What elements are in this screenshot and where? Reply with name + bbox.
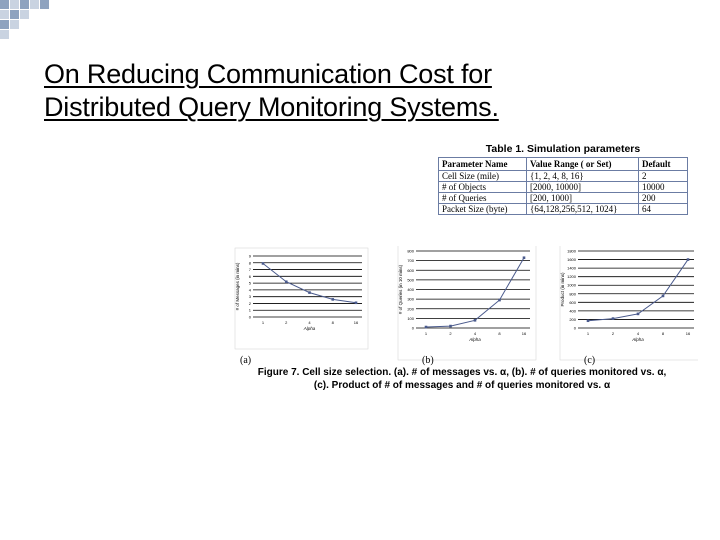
- y-tick-label: 200: [407, 306, 414, 312]
- table-cell: Packet Size (byte): [439, 204, 527, 215]
- table-header-cell: Default: [639, 158, 688, 171]
- y-tick-label: 1600: [567, 257, 576, 263]
- y-tick-label: 700: [407, 258, 414, 264]
- deco-square: [10, 0, 19, 9]
- table-cell: {64,128,256,512, 1024}: [527, 204, 639, 215]
- table-cell: [200, 1000]: [527, 193, 639, 204]
- table-cell: # of Objects: [439, 182, 527, 193]
- y-tick-label: 800: [407, 248, 414, 254]
- x-axis-label: Alpha: [632, 337, 644, 342]
- y-tick-label: 3: [248, 294, 251, 300]
- x-axis-label: Alpha: [303, 326, 316, 331]
- y-tick-label: 100: [407, 315, 414, 321]
- y-tick-label: 1000: [567, 282, 576, 288]
- table-header-cell: Value Range ( or Set): [527, 158, 639, 171]
- table-cell: 200: [639, 193, 688, 204]
- corner-decoration: [0, 0, 60, 50]
- deco-square: [0, 30, 9, 39]
- x-tick-label: 16: [685, 331, 691, 336]
- x-tick-label: 16: [353, 320, 359, 325]
- y-tick-label: 0: [248, 314, 251, 320]
- table-cell: [2000, 10000]: [527, 182, 639, 193]
- y-tick-label: 200: [569, 316, 576, 322]
- table-cell: {1, 2, 4, 8, 16}: [527, 171, 639, 182]
- deco-square: [20, 0, 29, 9]
- series-line: [588, 260, 688, 321]
- y-axis-label: # of Messages (in mins): [235, 262, 240, 311]
- series-line: [426, 258, 524, 327]
- y-tick-label: 400: [569, 308, 576, 314]
- panel-label: (a): [240, 355, 252, 366]
- y-tick-label: 600: [407, 267, 414, 273]
- data-point: [308, 291, 311, 294]
- data-point: [262, 262, 265, 265]
- deco-square: [40, 0, 49, 9]
- y-axis-label: Product (in mins): [560, 272, 565, 307]
- x-tick-label: 2: [449, 331, 452, 336]
- y-tick-label: 800: [569, 291, 576, 297]
- figure-caption-line-1: Figure 7. Cell size selection. (a). # of messages vs. α, (b). # of queries monitored vs. α,: [257, 367, 667, 378]
- x-tick-label: 16: [521, 331, 527, 336]
- x-tick-label: 4: [308, 320, 311, 325]
- deco-square: [30, 0, 39, 9]
- y-tick-label: 300: [407, 296, 414, 302]
- x-tick-label: 4: [636, 331, 640, 336]
- slide-title-line-1: On Reducing Communication Cost for: [44, 59, 492, 89]
- y-tick-label: 1800: [567, 248, 576, 254]
- table-cell: 10000: [639, 182, 688, 193]
- data-point: [498, 299, 501, 302]
- data-point: [687, 258, 690, 261]
- data-point: [355, 301, 358, 304]
- data-point: [285, 280, 288, 283]
- table-header-cell: Parameter Name: [439, 158, 527, 171]
- table-caption: Table 1. Simulation parameters: [485, 143, 641, 155]
- deco-square: [0, 0, 9, 9]
- y-tick-label: 500: [407, 277, 414, 283]
- table-header-row: [439, 158, 688, 171]
- table-cell: 2: [639, 171, 688, 182]
- chart-frame: [560, 246, 698, 360]
- x-tick-label: 8: [661, 331, 665, 336]
- y-tick-label: 400: [407, 287, 414, 292]
- x-tick-label: 2: [285, 320, 288, 325]
- simulation-parameters-table-block: [438, 143, 688, 215]
- x-tick-label: 1: [424, 331, 428, 336]
- figure-caption: [226, 366, 698, 392]
- table-row: [439, 182, 688, 193]
- data-point: [637, 313, 640, 316]
- table-cell: 64: [639, 204, 688, 215]
- data-point: [612, 317, 615, 320]
- data-point: [331, 298, 334, 301]
- charts-svg: [226, 246, 698, 366]
- x-tick-label: 1: [261, 320, 265, 325]
- y-tick-label: 9: [248, 253, 251, 259]
- y-tick-label: 1200: [567, 274, 576, 280]
- table-cell: Cell Size (mile): [439, 171, 527, 182]
- panel-label: (b): [422, 355, 434, 366]
- deco-square: [10, 10, 19, 19]
- x-tick-label: 8: [331, 320, 334, 325]
- chart-frame: [398, 246, 536, 360]
- x-tick-label: 8: [498, 331, 501, 336]
- deco-square: [0, 20, 9, 29]
- y-tick-label: 6: [248, 273, 251, 279]
- table-row: [439, 171, 688, 182]
- x-tick-label: 2: [611, 331, 615, 336]
- table-row: [439, 193, 688, 204]
- data-point: [662, 295, 665, 298]
- data-point: [449, 325, 452, 328]
- x-axis-label: Alpha: [469, 337, 481, 342]
- panel-label: (c): [584, 355, 596, 366]
- y-axis-label: # of Queries (in 10 mins): [398, 264, 403, 315]
- figure-7: [226, 246, 698, 396]
- y-tick-label: 600: [569, 299, 576, 305]
- table-cell: # of Queries: [439, 193, 527, 204]
- deco-square: [20, 10, 29, 19]
- data-point: [474, 319, 477, 322]
- data-point: [425, 326, 428, 329]
- y-tick-label: 1400: [567, 265, 576, 271]
- deco-square: [10, 20, 19, 29]
- slide-title-line-2: Distributed Query Monitoring Systems.: [44, 92, 499, 122]
- y-tick-label: 8: [248, 260, 251, 266]
- y-tick-label: 5: [248, 280, 251, 286]
- y-tick-label: 1: [248, 307, 251, 313]
- y-tick-label: 4: [248, 287, 251, 293]
- data-point: [587, 319, 590, 322]
- table-row: [439, 204, 688, 215]
- y-tick-label: 7: [248, 267, 251, 273]
- figure-caption-line-2: (c). Product of # of messages and # of queries monitored vs. α: [313, 380, 611, 391]
- deco-square: [0, 10, 9, 19]
- y-tick-label: 2: [248, 300, 251, 306]
- x-tick-label: 1: [586, 331, 590, 336]
- slide-title: [44, 58, 664, 124]
- simulation-parameters-table: [438, 157, 688, 215]
- x-tick-label: 4: [473, 331, 477, 336]
- data-point: [523, 256, 526, 259]
- y-tick-label: 0: [573, 325, 576, 331]
- y-tick-label: 0: [411, 325, 414, 331]
